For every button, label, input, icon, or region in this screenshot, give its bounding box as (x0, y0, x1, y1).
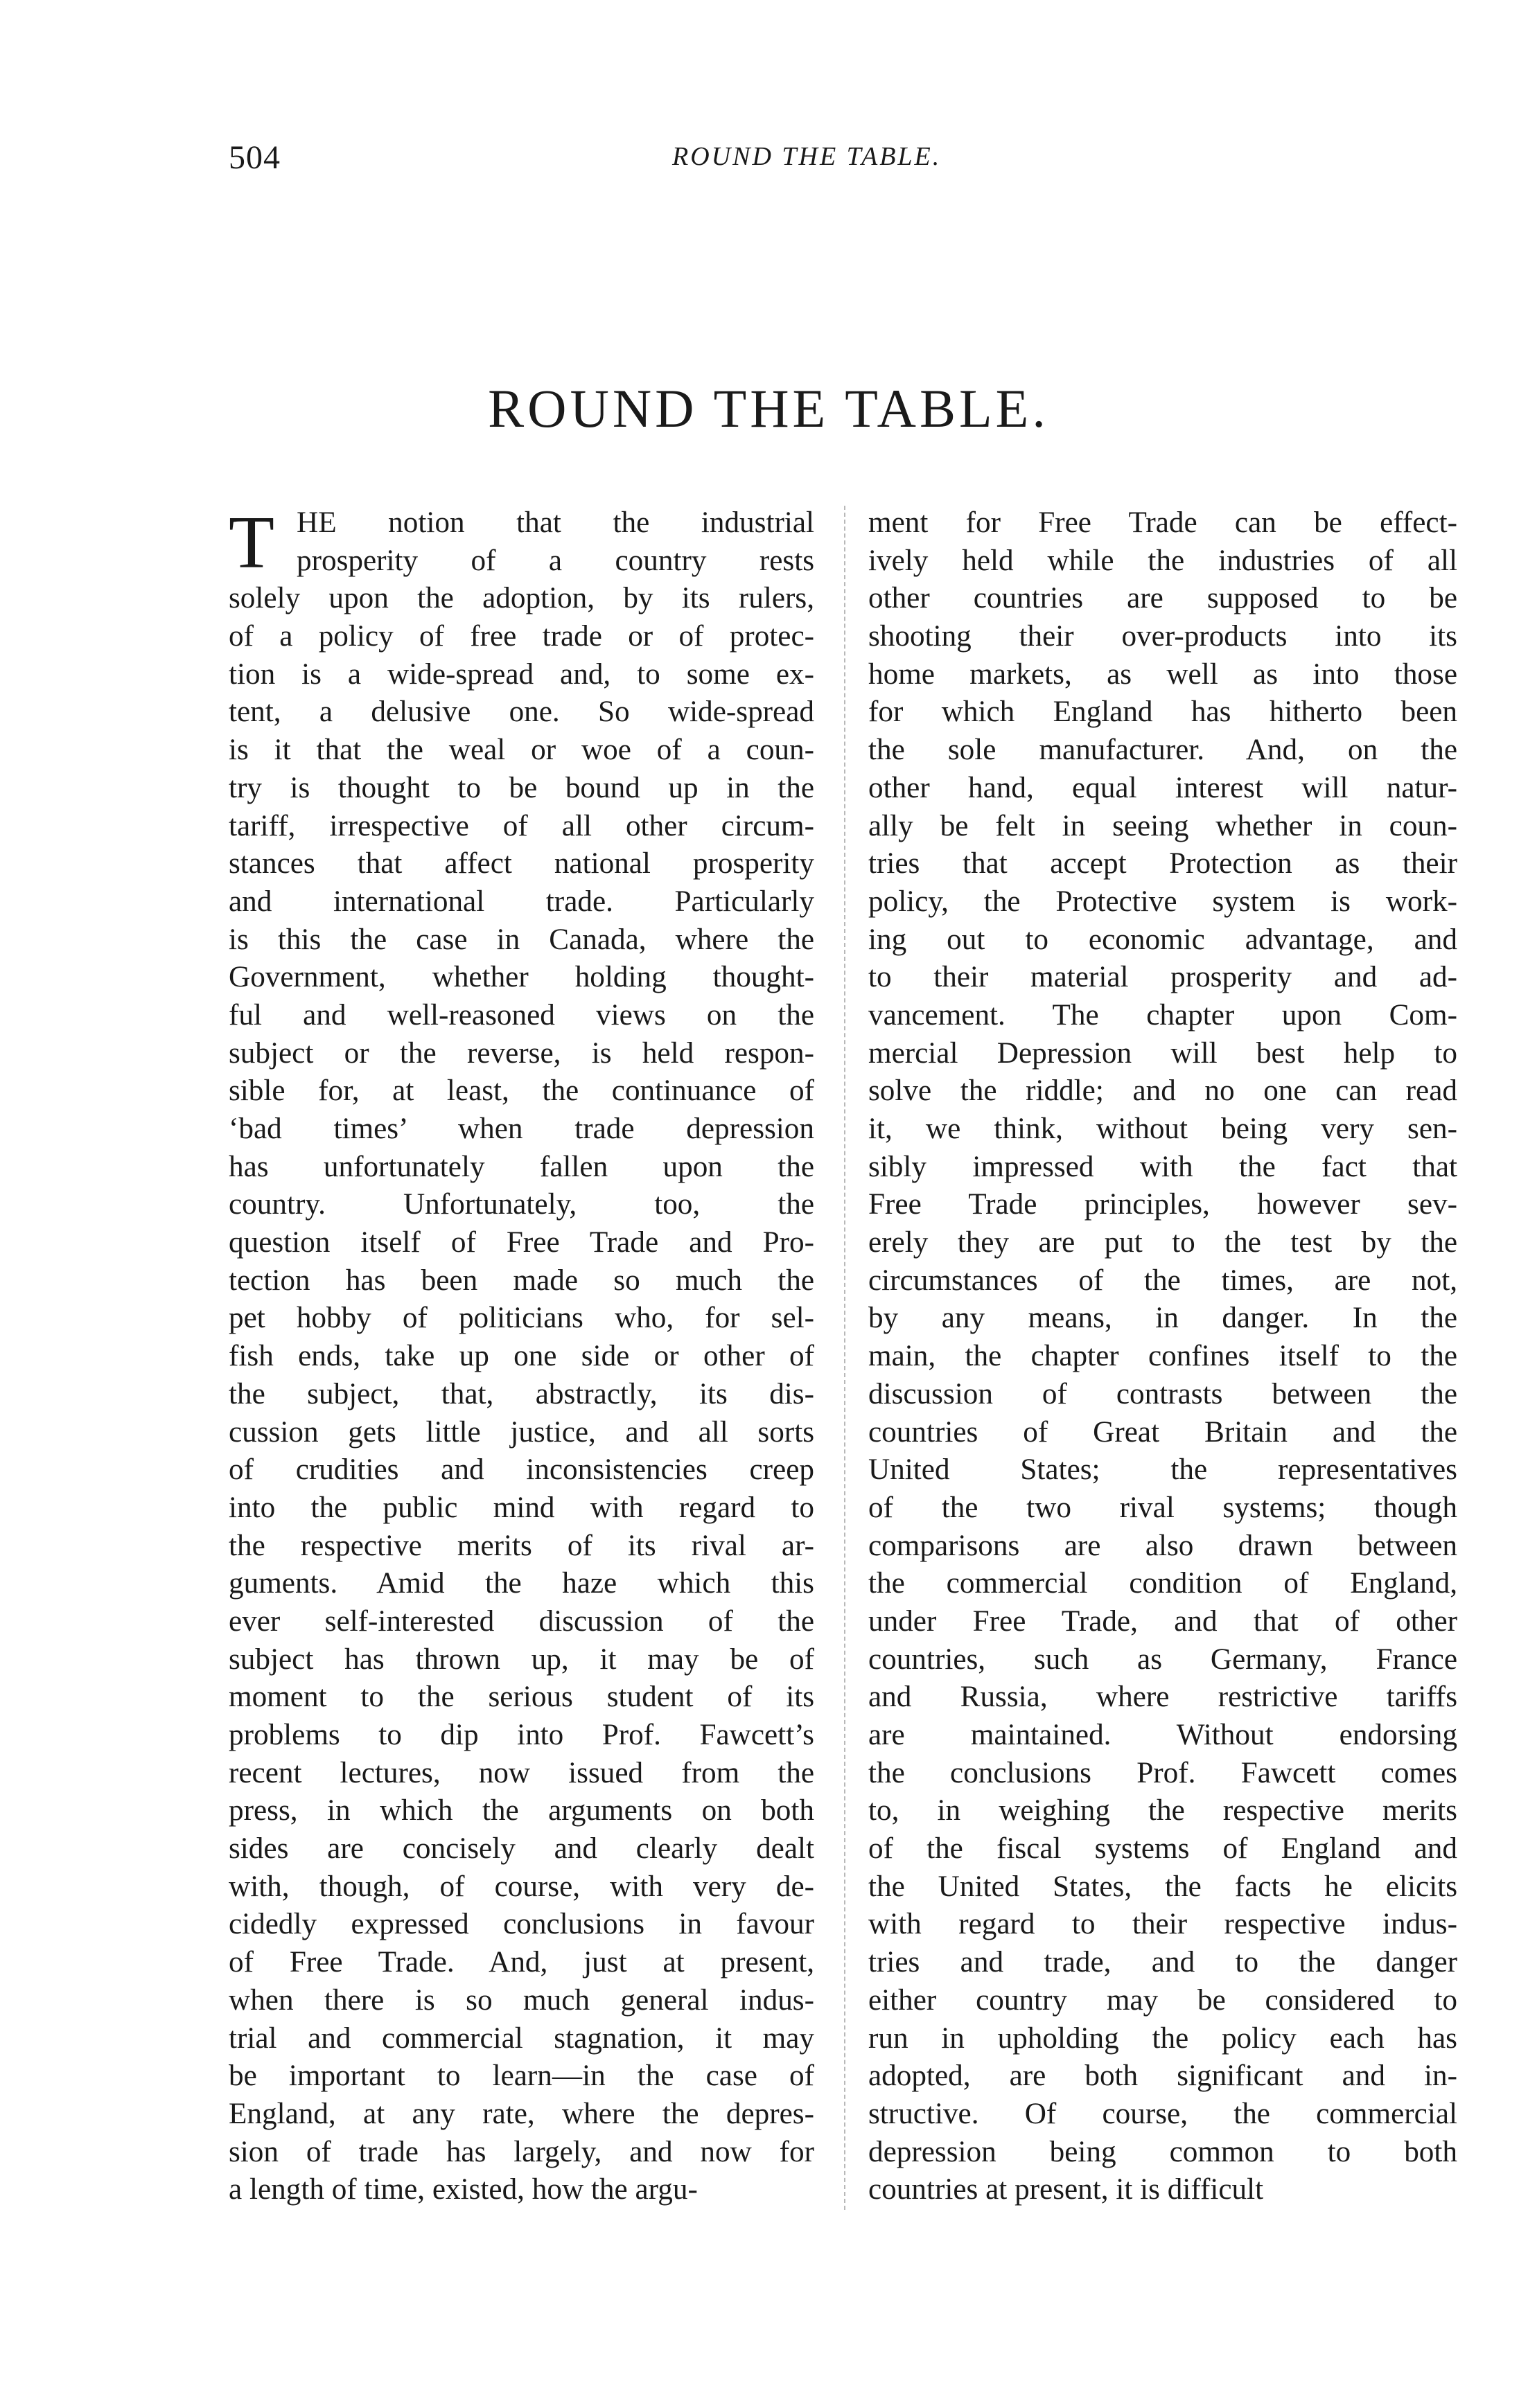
text-line: countries at present, it is difficult (868, 2173, 1264, 2206)
text-line: mercial Depression will best help to (868, 1036, 1457, 1070)
text-line: pet hobby of politicians who, for sel- (229, 1302, 814, 1335)
text-line: comparisons are also drawn between (868, 1529, 1457, 1562)
text-line: of Free Trade. And, just at present, (229, 1946, 814, 1979)
text-line: the conclusions Prof. Fawcett comes (868, 1756, 1457, 1789)
text-line: ing out to economic advantage, and (868, 923, 1457, 956)
text-line: into the public mind with regard to (229, 1491, 814, 1524)
text-line: ‘bad times’ when trade depression (229, 1113, 814, 1145)
text-line: other countries are supposed to be (868, 582, 1457, 615)
text-line: sibly impressed with the fact that (868, 1150, 1457, 1183)
drop-cap: T (229, 502, 274, 584)
text-line: vancement. The chapter upon Com- (868, 998, 1457, 1032)
text-line: ever self-interested discussion of the (229, 1604, 814, 1638)
text-line: press, in which the arguments on both (229, 1794, 814, 1827)
text-line: other hand, equal interest will natur- (868, 771, 1457, 804)
text-line: cussion gets little justice, and all sorts (229, 1415, 814, 1449)
text-line: it, we think, without being very sen- (868, 1113, 1457, 1145)
text-line: question itself of Free Trade and Pro- (229, 1226, 814, 1259)
running-title: ROUND THE TABLE. (672, 142, 942, 171)
text-line: solve the riddle; and no one can read (868, 1074, 1457, 1108)
text-line: discussion of contrasts between the (868, 1377, 1457, 1410)
text-line: the sole manufacturer. And, on the (868, 734, 1457, 767)
text-line: country. Unfortunately, too, the (229, 1188, 814, 1221)
text-line: and international trade. Particularly (229, 885, 814, 918)
text-line: structive. Of course, the commercial (868, 2097, 1457, 2130)
text-line: with, though, of course, with very de- (229, 1870, 814, 1903)
text-line: ful and well-reasoned views on the (229, 998, 814, 1032)
text-line: subject has thrown up, it may be of (229, 1643, 814, 1676)
text-line: sides are concisely and clearly dealt (229, 1832, 814, 1866)
text-line: the subject, that, abstractly, its dis- (229, 1377, 814, 1410)
text-line: sion of trade has largely, and now for (229, 2135, 814, 2168)
text-line: is it that the weal or woe of a coun- (229, 734, 814, 767)
text-line: is this the case in Canada, where the (229, 923, 814, 956)
text-line: by any means, in danger. In the (868, 1302, 1457, 1335)
text-line: tion is a wide-spread and, to some ex- (229, 657, 814, 691)
text-line: trial and commercial stagnation, it may (229, 2021, 814, 2055)
text-line: stances that affect national prosperity (229, 847, 814, 880)
text-line: adopted, are both significant and in- (868, 2060, 1457, 2093)
text-line: tariff, irrespective of all other circum- (229, 809, 814, 842)
running-head (229, 139, 1455, 180)
right-column (868, 504, 1457, 2209)
text-line: depression being common to both (868, 2135, 1457, 2168)
text-line: tries that accept Protection as their (868, 847, 1457, 880)
text-line: HE notion that the industrial (297, 506, 814, 539)
text-line: for which England has hitherto been (868, 696, 1457, 729)
text-line: either country may be considered to (868, 1983, 1457, 2017)
text-line: circumstances of the times, are not, (868, 1264, 1457, 1297)
text-line: sible for, at least, the continuance of (229, 1074, 814, 1108)
column-rule (844, 506, 845, 2210)
text-line: has unfortunately fallen upon the (229, 1150, 814, 1183)
text-line: United States; the representatives (868, 1453, 1457, 1487)
text-line: prosperity of a country rests (297, 544, 814, 577)
text-line: the commercial condition of England, (868, 1567, 1457, 1600)
text-line: ment for Free Trade can be effect- (868, 506, 1457, 539)
text-line: run in upholding the policy each has (868, 2021, 1457, 2055)
text-line: ively held while the industries of all (868, 544, 1457, 577)
text-line: and Russia, where restrictive tariffs (868, 1681, 1457, 1714)
text-line: policy, the Protective system is work- (868, 885, 1457, 918)
text-line: England, at any rate, where the depres- (229, 2097, 814, 2130)
text-line: moment to the serious student of its (229, 1681, 814, 1714)
text-line: guments. Amid the haze which this (229, 1567, 814, 1600)
text-line: Government, whether holding thought- (229, 961, 814, 994)
text-line: solely upon the adoption, by its rulers, (229, 582, 814, 615)
text-line: the United States, the facts he elicits (868, 1870, 1457, 1903)
text-line: subject or the reverse, is held respon- (229, 1036, 814, 1070)
text-line: of a policy of free trade or of protec- (229, 620, 814, 653)
text-line: under Free Trade, and that of other (868, 1604, 1457, 1638)
text-line: tries and trade, and to the danger (868, 1946, 1457, 1979)
text-line: to, in weighing the respective merits (868, 1794, 1457, 1827)
left-column (229, 504, 814, 2209)
text-line: Free Trade principles, however sev- (868, 1188, 1457, 1221)
text-line: be important to learn—in the case of (229, 2060, 814, 2093)
text-line: to their material prosperity and ad- (868, 961, 1457, 994)
text-line: a length of time, existed, how the argu- (229, 2173, 698, 2206)
text-line: cidedly expressed conclusions in favour (229, 1908, 814, 1941)
text-line: countries of Great Britain and the (868, 1415, 1457, 1449)
text-line: ally be felt in seeing whether in coun- (868, 809, 1457, 842)
text-line: of crudities and inconsistencies creep (229, 1453, 814, 1487)
text-line: of the fiscal systems of England and (868, 1832, 1457, 1866)
text-line: problems to dip into Prof. Fawcett’s (229, 1719, 814, 1751)
text-line: tection has been made so much the (229, 1264, 814, 1297)
text-line: countries, such as Germany, France (868, 1643, 1457, 1676)
page-number: 504 (229, 139, 281, 176)
text-line: when there is so much general indus- (229, 1983, 814, 2017)
text-line: with regard to their respective indus- (868, 1908, 1457, 1941)
text-line: of the two rival systems; though (868, 1491, 1457, 1524)
article-title: ROUND THE TABLE. (488, 378, 1049, 439)
text-line: tent, a delusive one. So wide-spread (229, 696, 814, 729)
text-line: fish ends, take up one side or other of (229, 1340, 814, 1373)
text-line: try is thought to be bound up in the (229, 771, 814, 804)
text-line: main, the chapter confines itself to the (868, 1340, 1457, 1373)
text-line: recent lectures, now issued from the (229, 1756, 814, 1789)
text-line: shooting their over-products into its (868, 620, 1457, 653)
text-line: are maintained. Without endorsing (868, 1719, 1457, 1751)
text-line: the respective merits of its rival ar- (229, 1529, 814, 1562)
text-line: erely they are put to the test by the (868, 1226, 1457, 1259)
text-line: home markets, as well as into those (868, 657, 1457, 691)
